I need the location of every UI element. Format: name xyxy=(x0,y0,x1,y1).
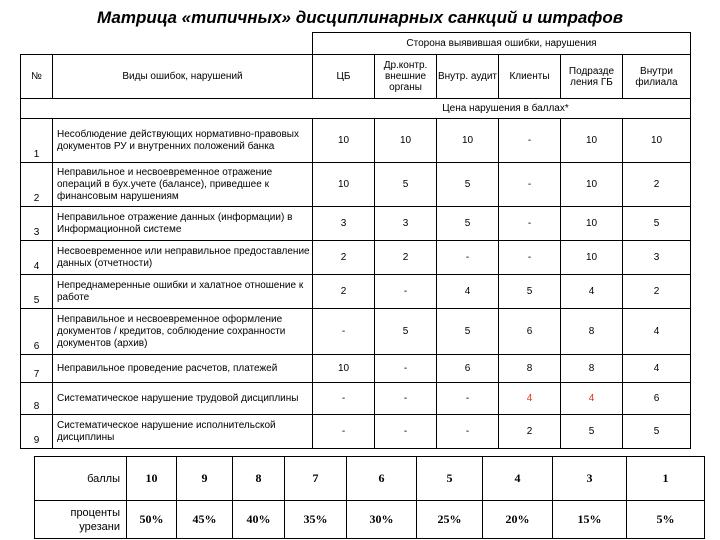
percent-cell: 15% xyxy=(553,501,627,539)
table-row xyxy=(21,309,691,355)
score-cell: 2 xyxy=(313,241,375,275)
points-cell: 3 xyxy=(553,457,627,501)
score-cell: - xyxy=(313,309,375,355)
score-cell: - xyxy=(499,207,561,241)
score-cell: 10 xyxy=(561,241,623,275)
header-spacer xyxy=(21,33,53,55)
score-cell: 5 xyxy=(623,207,691,241)
score-cell: 3 xyxy=(375,207,437,241)
score-cell: 4 xyxy=(499,383,561,415)
percent-cell: 35% xyxy=(285,501,347,539)
row-number: 5 xyxy=(21,275,53,309)
percent-cell: 50% xyxy=(127,501,177,539)
score-cell: 2 xyxy=(623,275,691,309)
column-header: Клиенты xyxy=(499,55,561,99)
header-spacer xyxy=(53,33,313,55)
score-cell: - xyxy=(437,415,499,449)
score-cell: 5 xyxy=(437,163,499,207)
score-cell: - xyxy=(313,383,375,415)
points-cell: 7 xyxy=(285,457,347,501)
score-cell: 3 xyxy=(623,241,691,275)
score-cell: 4 xyxy=(437,275,499,309)
score-cell: 8 xyxy=(561,355,623,383)
column-header: Внутри филиала xyxy=(623,55,691,99)
column-header: Др.контр. внешние органы xyxy=(375,55,437,99)
score-cell: 5 xyxy=(561,415,623,449)
percent-cell: 25% xyxy=(417,501,483,539)
column-header: ЦБ xyxy=(313,55,375,99)
row-number: 1 xyxy=(21,119,53,163)
column-header: Внутр. аудит xyxy=(437,55,499,99)
score-cell: 2 xyxy=(313,275,375,309)
score-cell: 5 xyxy=(499,275,561,309)
violation-description: Неправильное и несвоевременное отражение операций в бух.учете (балансе), приведшее к финансовым нарушениям xyxy=(53,163,313,207)
percents-label-line2: урезани xyxy=(79,520,120,533)
table-row xyxy=(21,119,691,163)
points-cell: 9 xyxy=(177,457,233,501)
row-number: 6 xyxy=(21,309,53,355)
score-cell: - xyxy=(313,415,375,449)
score-cell: 2 xyxy=(623,163,691,207)
points-cell: 4 xyxy=(483,457,553,501)
score-cell: 8 xyxy=(499,355,561,383)
score-cell: 6 xyxy=(623,383,691,415)
percent-cell: 30% xyxy=(347,501,417,539)
score-cell: 10 xyxy=(437,119,499,163)
type-column-header: Виды ошибок, нарушений xyxy=(53,55,313,99)
row-number: 7 xyxy=(21,355,53,383)
score-cell: - xyxy=(375,275,437,309)
score-cell: 10 xyxy=(623,119,691,163)
score-cell: 4 xyxy=(623,309,691,355)
table-row xyxy=(21,415,691,449)
violation-description: Непреднамеренные ошибки и халатное отношение к работе xyxy=(53,275,313,309)
table-row xyxy=(21,383,691,415)
violation-description: Несоблюдение действующих нормативно-правовых документов РУ и внутренних положений банка xyxy=(53,119,313,163)
points-cell: 1 xyxy=(627,457,705,501)
score-cell: - xyxy=(437,383,499,415)
points-cell: 8 xyxy=(233,457,285,501)
percent-cell: 5% xyxy=(627,501,705,539)
points-cell: 10 xyxy=(127,457,177,501)
percents-label xyxy=(35,501,127,539)
score-cell: 10 xyxy=(561,119,623,163)
table-row xyxy=(21,163,691,207)
sanctions-matrix-table xyxy=(20,32,691,449)
percent-cell: 45% xyxy=(177,501,233,539)
score-cell: 3 xyxy=(313,207,375,241)
points-label: баллы xyxy=(35,457,127,501)
score-cell: 10 xyxy=(313,355,375,383)
percent-cell: 40% xyxy=(233,501,285,539)
score-cell: - xyxy=(499,241,561,275)
number-column-header: № xyxy=(21,55,53,99)
score-cell: 10 xyxy=(313,119,375,163)
score-cell: 4 xyxy=(561,275,623,309)
header-row-side xyxy=(21,33,691,55)
table-row xyxy=(21,275,691,309)
score-cell: 4 xyxy=(561,383,623,415)
score-cell: 2 xyxy=(499,415,561,449)
score-cell: - xyxy=(375,383,437,415)
header-row-price xyxy=(21,99,691,119)
score-cell: 5 xyxy=(437,207,499,241)
percents-label-line1: проценты xyxy=(70,506,120,519)
score-cell: - xyxy=(499,119,561,163)
page-title: Матрица «типичных» дисциплинарных санкций и штрафов xyxy=(97,8,623,27)
score-cell: - xyxy=(375,415,437,449)
violation-description: Неправильное проведение расчетов, платежей xyxy=(53,355,313,383)
score-cell: 2 xyxy=(375,241,437,275)
score-cell: 10 xyxy=(561,163,623,207)
score-cell: 5 xyxy=(375,163,437,207)
row-number: 9 xyxy=(21,415,53,449)
points-footer-table xyxy=(34,456,705,539)
violation-description: Несвоевременное или неправильное предоставление данных (отчетности) xyxy=(53,241,313,275)
score-cell: - xyxy=(375,355,437,383)
row-number: 4 xyxy=(21,241,53,275)
violation-description: Неправильное отражение данных (информации) в Информационной системе xyxy=(53,207,313,241)
points-cell: 6 xyxy=(347,457,417,501)
score-cell: - xyxy=(499,163,561,207)
percents-row xyxy=(35,501,705,539)
table-row xyxy=(21,207,691,241)
row-number: 3 xyxy=(21,207,53,241)
table-row xyxy=(21,355,691,383)
score-cell: 6 xyxy=(499,309,561,355)
score-cell: 10 xyxy=(561,207,623,241)
violation-description: Систематическое нарушение трудовой дисциплины xyxy=(53,383,313,415)
table-row xyxy=(21,241,691,275)
score-cell: - xyxy=(437,241,499,275)
violation-description: Систематическое нарушение исполнительской дисциплины xyxy=(53,415,313,449)
row-number: 2 xyxy=(21,163,53,207)
price-header: Цена нарушения в баллах* xyxy=(21,99,691,119)
score-cell: 6 xyxy=(437,355,499,383)
score-cell: 8 xyxy=(561,309,623,355)
percent-cell: 20% xyxy=(483,501,553,539)
column-header: Подразде ления ГБ xyxy=(561,55,623,99)
score-cell: 10 xyxy=(313,163,375,207)
score-cell: 5 xyxy=(437,309,499,355)
score-cell: 5 xyxy=(623,415,691,449)
violation-description: Неправильное и несвоевременное оформление документов / кредитов, соблюдение сохранности документов (архив) xyxy=(53,309,313,355)
points-cell: 5 xyxy=(417,457,483,501)
side-header: Сторона выявившая ошибки, нарушения xyxy=(313,33,691,55)
score-cell: 10 xyxy=(375,119,437,163)
score-cell: 4 xyxy=(623,355,691,383)
row-number: 8 xyxy=(21,383,53,415)
header-row-columns xyxy=(21,55,691,99)
points-row xyxy=(35,457,705,501)
score-cell: 5 xyxy=(375,309,437,355)
